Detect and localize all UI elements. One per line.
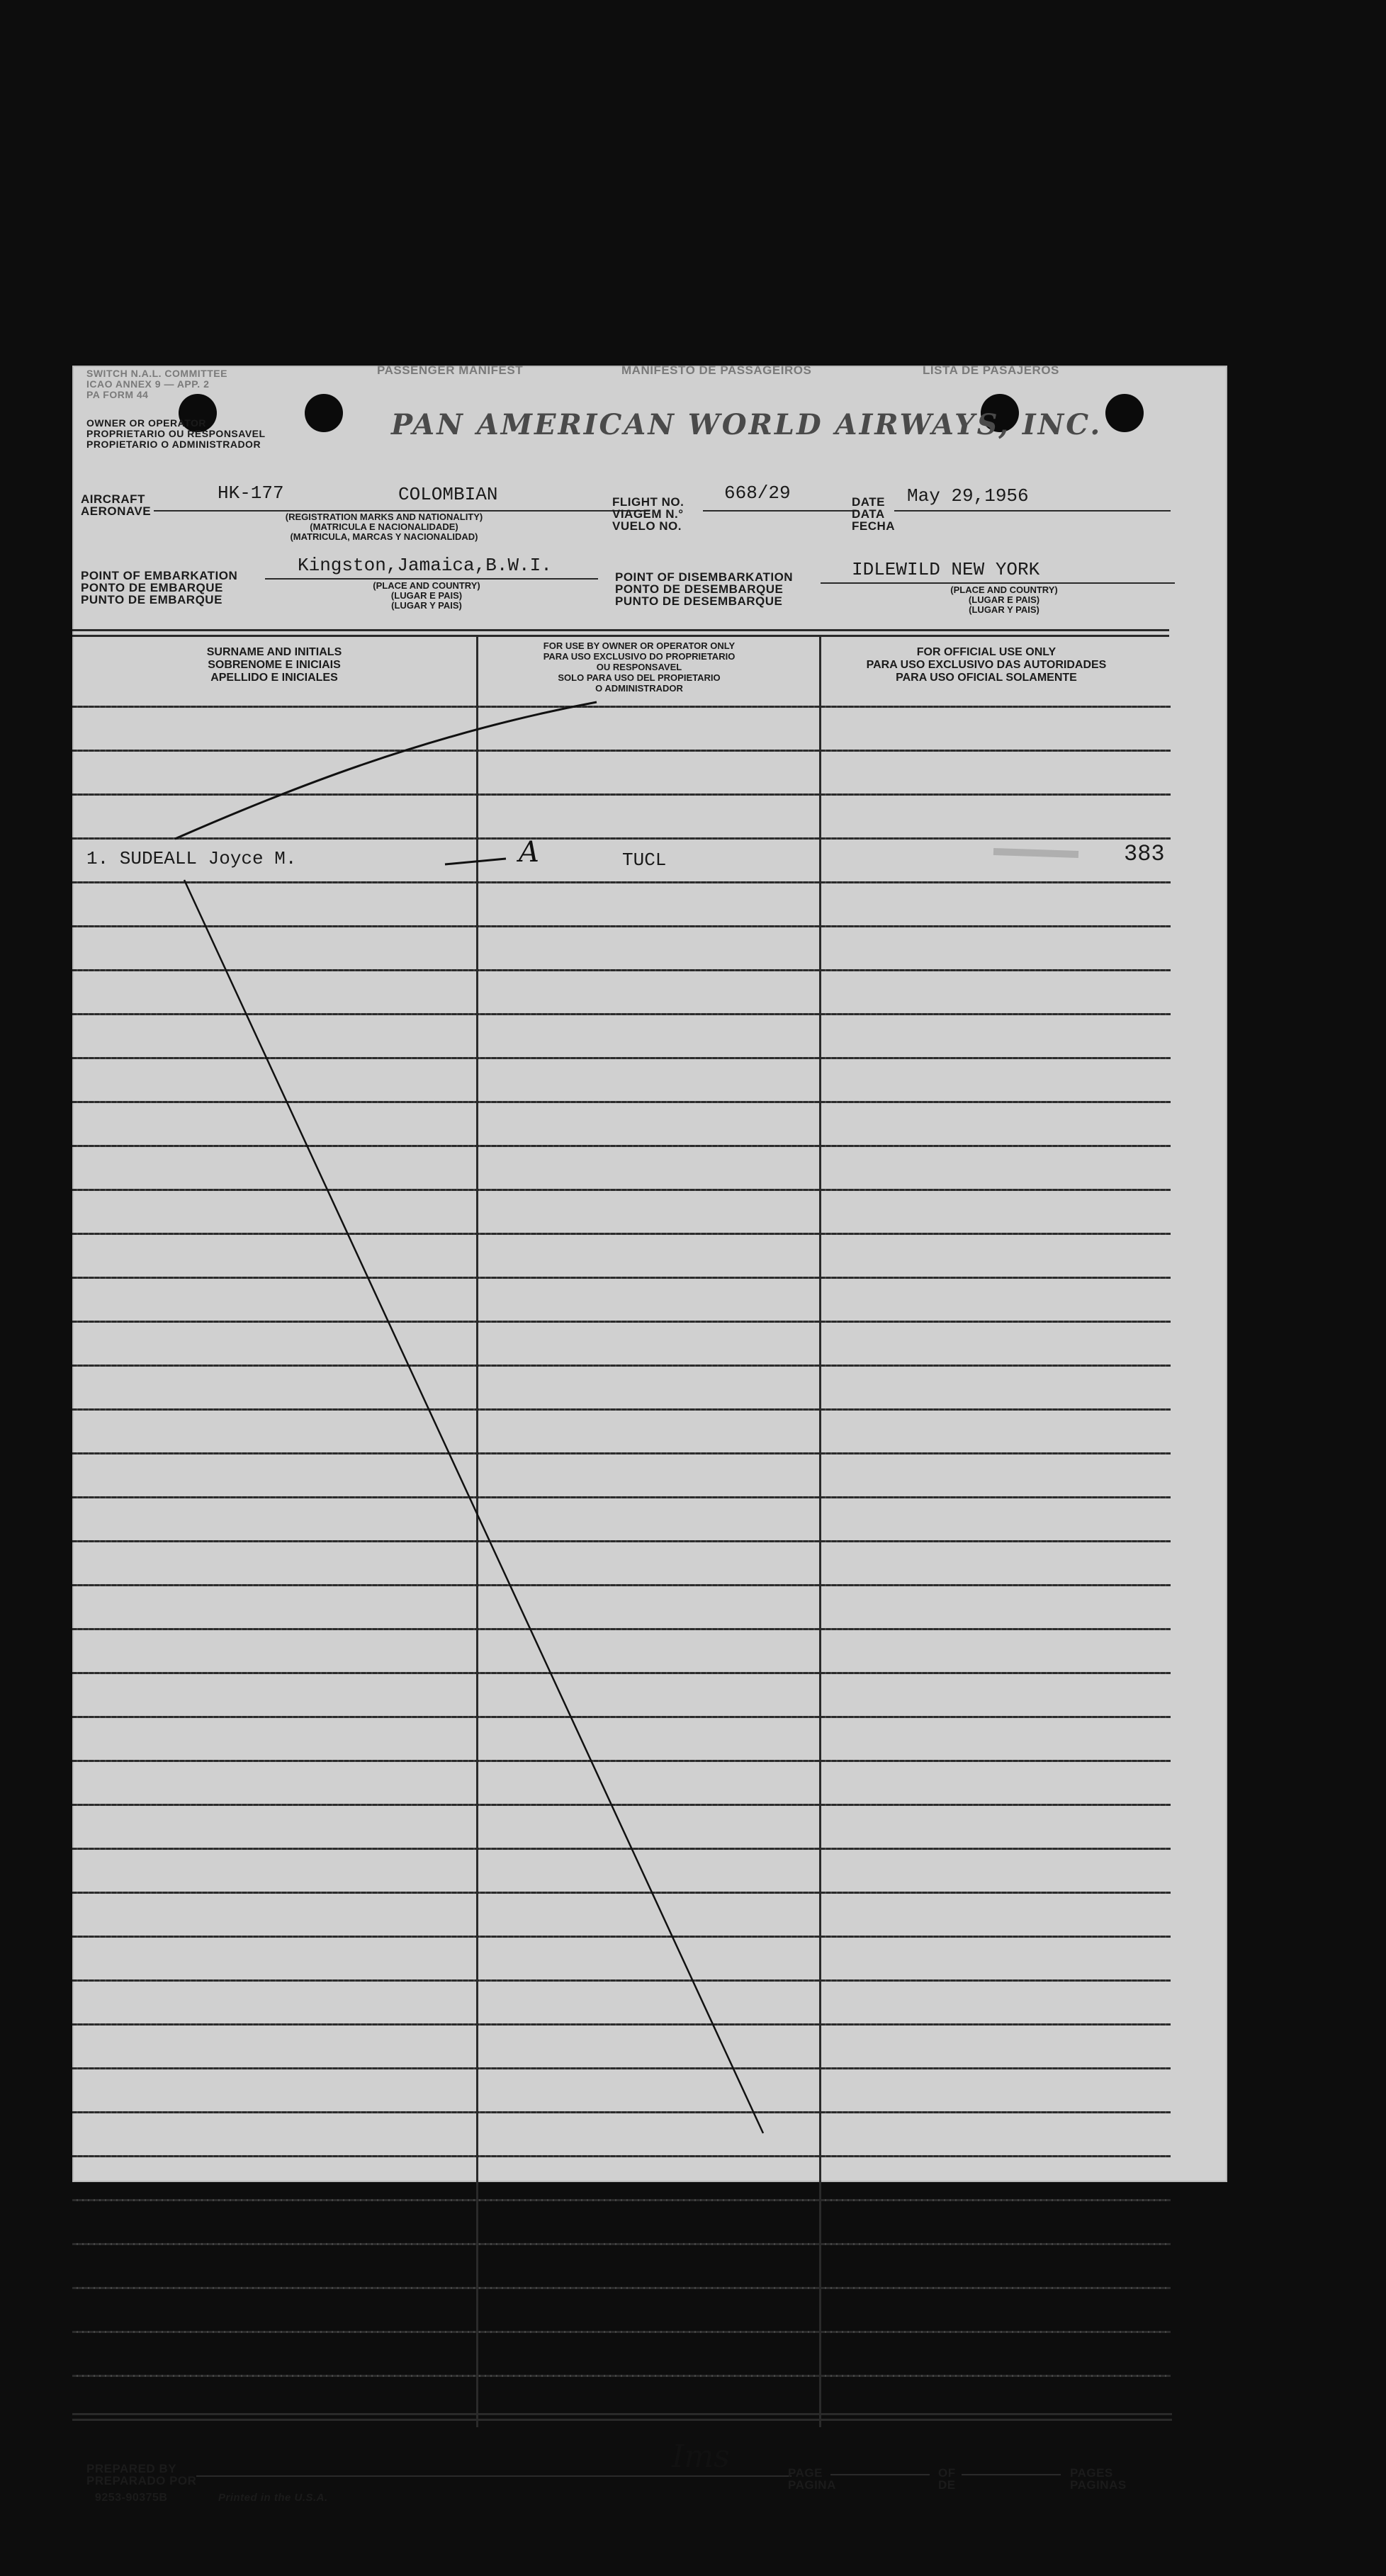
registration-note-line: (MATRICULA, MARCAS Y NACIONALIDAD): [290, 531, 478, 542]
page-label-line: PAGE: [788, 2466, 823, 2480]
passenger-number: 383: [1124, 841, 1165, 867]
signature: Ims: [672, 2439, 730, 2475]
col-header-line: PARA USO EXCLUSIVO DO PROPRIETARIO: [543, 651, 736, 662]
passenger-name: 1. SUDEALL Joyce M.: [86, 848, 297, 869]
pages-label: [1070, 2467, 1127, 2491]
pages-label-line: PAGES: [1070, 2466, 1113, 2480]
embarkation-label-line: PUNTO DE EMBARQUE: [81, 593, 222, 606]
flight-label-line: VIAGEM N.°: [612, 507, 684, 521]
disembarkation-label-line: PUNTO DE DESEMBARQUE: [615, 594, 783, 608]
registration-note-line: (REGISTRATION MARKS AND NATIONALITY): [285, 512, 483, 522]
printed-in-usa: Printed in the U.S.A.: [218, 2492, 328, 2504]
footer-rule: [72, 2413, 1172, 2415]
col-header-line: OU RESPONSAVEL: [596, 662, 682, 672]
form-reference-line: ICAO ANNEX 9 — APP. 2: [86, 378, 210, 390]
table-row-line: [72, 2375, 1171, 2377]
footer-rule: [72, 2419, 1172, 2421]
col-header-line: SOBRENOME E INICIAIS: [208, 659, 341, 671]
flight-value: 668/29: [724, 482, 791, 504]
form-number: 9253-90375B: [95, 2492, 168, 2504]
aircraft-label-line: AERONAVE: [81, 504, 152, 518]
embarkation-label-line: POINT OF EMBARKATION: [81, 569, 238, 582]
prepared-underline: [196, 2475, 791, 2477]
nationality-value: COLOMBIAN: [398, 484, 498, 505]
col-header-line: FOR USE BY OWNER OR OPERATOR ONLY: [543, 640, 736, 651]
pages-label-line: PAGINAS: [1070, 2478, 1127, 2492]
col-header-line: O ADMINISTRADOR: [595, 683, 683, 694]
disembarkation-label-line: PONTO DE DESEMBARQUE: [615, 582, 784, 596]
form-reference-line: SWITCH N.A.L. COMMITTEE: [86, 368, 227, 379]
place-note-line: (LUGAR E PAIS): [968, 594, 1040, 605]
place-note-line: (LUGAR E PAIS): [390, 590, 463, 601]
page-label-line: PAGINA: [788, 2478, 836, 2492]
manifest-sheet: [72, 363, 1227, 2504]
passenger-mark: A: [519, 836, 539, 869]
flight-label-line: VUELO NO.: [612, 519, 682, 533]
form-reference-line: PA FORM 44: [86, 389, 149, 400]
date-label-line: DATE: [852, 495, 886, 509]
owner-label-line: PROPIETARIO O ADMINISTRADOR: [86, 439, 261, 450]
place-note-line: (LUGAR Y PAIS): [391, 600, 462, 611]
place-note-line: (PLACE AND COUNTRY): [950, 584, 1058, 595]
col-header-line: FOR OFFICIAL USE ONLY: [916, 646, 1057, 658]
owner-label-line: PROPRIETARIO OU RESPONSAVEL: [86, 428, 266, 439]
of-label-line: OF: [938, 2466, 956, 2480]
aircraft-value: HK-177: [218, 482, 284, 504]
date-label-line: FECHA: [852, 519, 896, 533]
page-label: [788, 2467, 836, 2491]
passenger-code: TUCL: [622, 849, 667, 871]
pen-strokes: [72, 363, 1227, 2182]
prepared-label-line: PREPARED BY: [86, 2462, 177, 2475]
date-label-line: DATA: [852, 507, 885, 521]
company-name: PAN AMERICAN WORLD AIRWAYS, INC.: [391, 408, 1103, 441]
disembarkation-value: IDLEWILD NEW YORK: [852, 559, 1040, 580]
col-header-line: APELLIDO E INICIALES: [210, 672, 338, 684]
col-header-line: SURNAME AND INITIALS: [206, 646, 342, 658]
table-row-line: [72, 2199, 1171, 2201]
col-header-line: SOLO PARA USO DEL PROPIETARIO: [558, 672, 721, 683]
place-note-line: (PLACE AND COUNTRY): [373, 580, 480, 591]
of-label-line: DE: [938, 2478, 956, 2492]
flight-label-line: FLIGHT NO.: [612, 495, 684, 509]
prepared-by-label: [86, 2463, 196, 2487]
place-note-line: (LUGAR Y PAIS): [969, 604, 1040, 615]
aircraft-label-line: AIRCRAFT: [81, 492, 145, 506]
page-underline: [830, 2474, 930, 2475]
registration-note-line: (MATRICULA E NACIONALIDADE): [310, 521, 458, 532]
col-header-line: PARA USO EXCLUSIVO DAS AUTORIDADES: [866, 659, 1107, 671]
embarkation-label-line: PONTO DE EMBARQUE: [81, 581, 223, 594]
header-title-en: PASSENGER MANIFEST: [377, 363, 524, 377]
table-row-line: [72, 2287, 1171, 2289]
header-title-es: LISTA DE PASAJEROS: [923, 363, 1059, 377]
embarkation-value: Kingston,Jamaica,B.W.I.: [298, 555, 552, 576]
of-underline: [962, 2474, 1061, 2475]
table-row-line: [72, 2243, 1171, 2245]
disembarkation-label-line: POINT OF DISEMBARKATION: [615, 570, 794, 584]
date-value: May 29,1956: [907, 485, 1029, 507]
owner-label-line: OWNER OR OPERATOR: [86, 417, 206, 429]
col-header-line: PARA USO OFICIAL SOLAMENTE: [896, 672, 1077, 684]
header-title-pt: MANIFESTO DE PASSAGEIROS: [621, 363, 812, 377]
prepared-label-line: PREPARADO POR: [86, 2474, 197, 2487]
of-label: [938, 2467, 956, 2491]
table-row-line: [72, 2331, 1171, 2333]
